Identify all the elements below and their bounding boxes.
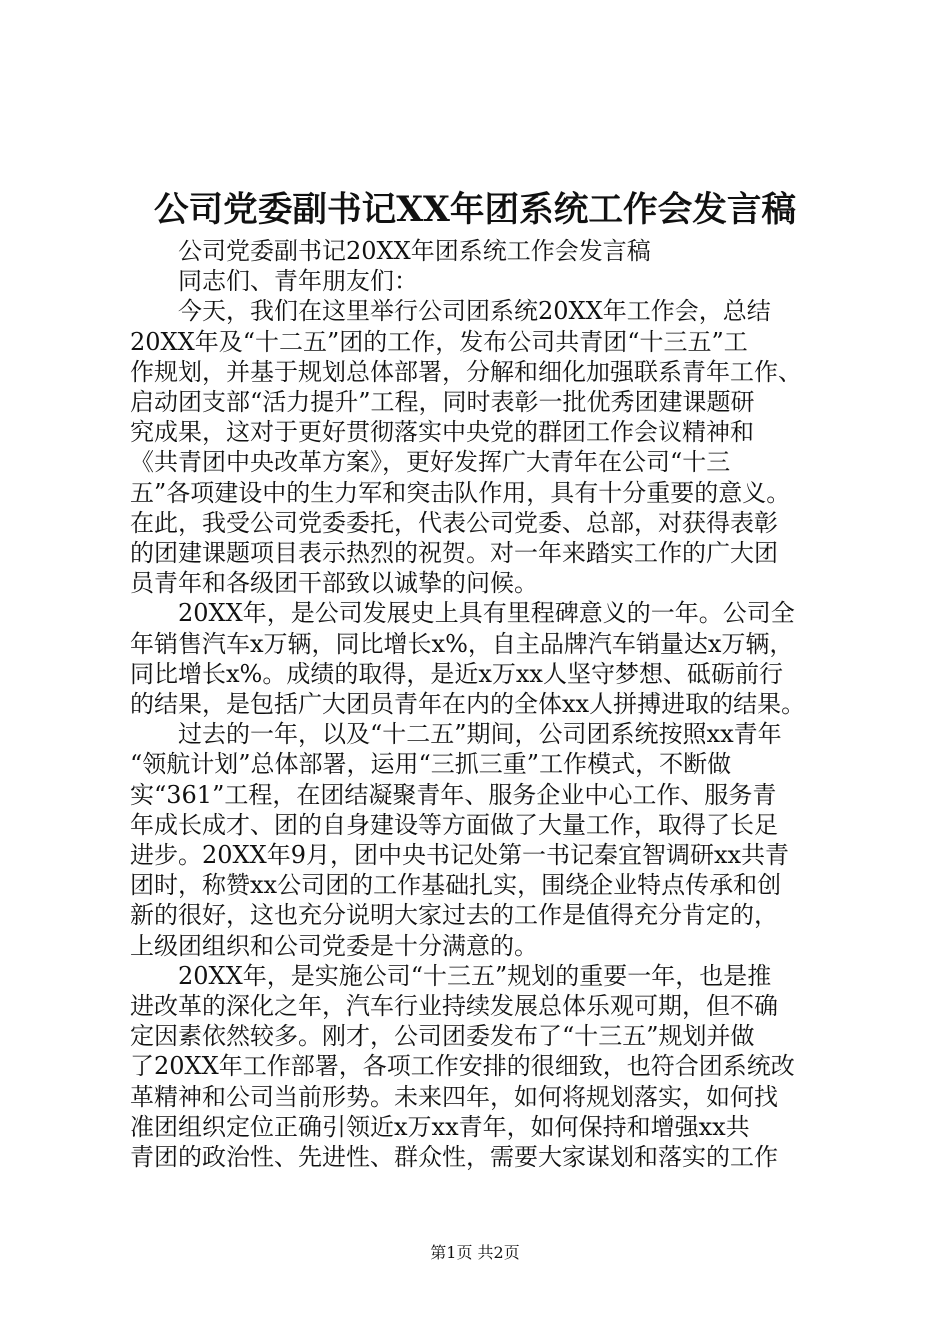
text-line: 究成果，这对于更好贯彻落实中央党的群团工作会议精神和 xyxy=(130,418,754,447)
text-line: 今天，我们在这里举行公司团系统20XX年工作会，总结 xyxy=(178,297,771,326)
text-line: 年成长成才、团的自身建设等方面做了大量工作，取得了长足 xyxy=(130,810,778,839)
text-line: 作规划，并基于规划总体部署，分解和细化加强联系青年工作、 xyxy=(130,357,802,386)
text-line: 革精神和公司当前形势。未来四年，如何将规划落实，如何找 xyxy=(130,1082,778,1111)
text-line: 20XX年及“十二五”团的工作，发布公司共青团“十三五”工 xyxy=(130,327,748,356)
text-line: 同志们、青年朋友们： xyxy=(178,267,418,296)
text-line: 在此，我受公司党委委托，代表公司党委、总部，对获得表彰 xyxy=(130,508,778,537)
text-line: 准团组织定位正确引领近x万xx青年，如何保持和增强xx共 xyxy=(130,1112,750,1141)
text-line: 上级团组织和公司党委是十分满意的。 xyxy=(130,931,538,960)
text-line: 年销售汽车x万辆，同比增长x%，自主品牌汽车销量达x万辆， xyxy=(130,629,794,658)
text-line: 了20XX年工作部署，各项工作安排的很细致，也符合团系统改 xyxy=(130,1052,795,1081)
document-title: 公司党委副书记XX年团系统工作会发言稿 xyxy=(153,189,797,230)
text-line: 20XX年，是实施公司“十三五”规划的重要一年，也是推 xyxy=(178,961,772,990)
text-line: 同比增长x%。成绩的取得，是近x万xx人坚守梦想、砥砺前行 xyxy=(130,659,783,688)
text-line: 青团的政治性、先进性、群众性，需要大家谋划和落实的工作 xyxy=(130,1143,778,1172)
document-body xyxy=(130,236,828,1172)
text-line: 的团建课题项目表示热烈的祝贺。对一年来踏实工作的广大团 xyxy=(130,539,778,568)
page-number-footer: 第1页 共2页 xyxy=(430,1243,520,1262)
text-line: 进改革的深化之年，汽车行业持续发展总体乐观可期，但不确 xyxy=(130,992,778,1021)
text-line: 过去的一年，以及“十二五”期间，公司团系统按照xx青年 xyxy=(178,720,782,749)
text-line: 公司党委副书记20XX年团系统工作会发言稿 xyxy=(178,237,651,265)
text-line: 定因素依然较多。刚才，公司团委发布了“十三五”规划并做 xyxy=(130,1022,755,1051)
text-line: 启动团支部“活力提升”工程，同时表彰一批优秀团建课题研 xyxy=(130,388,755,417)
text-line: “领航计划”总体部署，运用“三抓三重”工作模式，不断做 xyxy=(130,750,732,779)
text-line: 20XX年，是公司发展史上具有里程碑意义的一年。公司全 xyxy=(178,599,795,628)
text-line: 进步。20XX年9月，团中央书记处第一书记秦宜智调研xx共青 xyxy=(130,841,790,870)
text-line: 新的很好，这也充分说明大家过去的工作是值得充分肯定的， xyxy=(130,901,778,930)
text-line: 《共青团中央改革方案》，更好发挥广大青年在公司“十三 xyxy=(130,448,731,477)
text-line: 的结果，是包括广大团员青年在内的全体xx人拼搏进取的结果。 xyxy=(130,690,806,719)
text-line: 实“361”工程，在团结凝聚青年、服务企业中心工作、服务青 xyxy=(130,780,777,809)
text-line: 五”各项建设中的生力军和突击队作用，具有十分重要的意义。 xyxy=(130,478,791,507)
text-line: 员青年和各级团干部致以诚挚的问候。 xyxy=(130,569,538,598)
text-line: 团时，称赞xx公司团的工作基础扎实，围绕企业特点传承和创 xyxy=(130,871,782,900)
